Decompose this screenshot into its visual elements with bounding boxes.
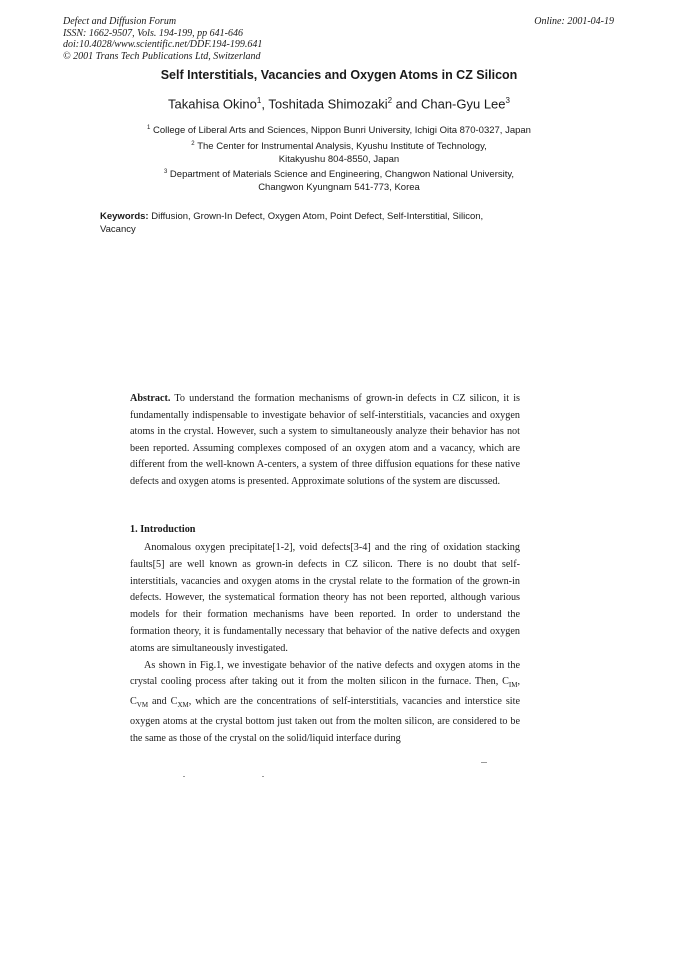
journal-header [63,16,262,62]
keywords-label: Keywords: [100,211,149,222]
introduction-body [130,540,520,748]
journal-issn: ISSN: 1662-9507, Vols. 194-199, pp 641-646 [63,27,243,39]
author-sep: , [261,96,269,112]
author-sep: and [392,96,421,112]
paragraph: Anomalous oxygen precipitate[1-2], void defects[3-4] and the ring of oxidation stacking faults[5] are well known as grown-in defects in CZ silicon. There is no doubt that self-interstitials, vacancies and oxygen atoms in the crystal relate to the formation of the grown-in defects. However, the systematical formation theory has not been reported, although various models for their formation mechanisms have been reported. In order to understand the formation theory, it is fundamentally necessary that behavior of the native defects and oxygen atoms are simultaneously investigated. [130,542,520,654]
affiliation-1 [0,122,678,138]
author-sup: 2 [387,96,393,105]
author-sup: 3 [505,96,510,105]
author-name: Takahisa Okino [168,96,257,112]
scan-speck [481,762,487,763]
scan-speck [183,776,185,777]
journal-doi: doi:10.4028/www.scientific.net/DDF.194-199.641 [63,39,263,50]
affiliation-2 [0,138,678,166]
paragraph: As shown in Fig.1, we investigate behavior of the native defects and oxygen atoms in the crystal cooling process after taking out it from the molten silicon in the furnace. Then, $C_{IM}$, $C_{VM}$ and $C_{XM}$, which are the concentrations of self-interstitials, vacancies and interstice site oxygen atoms at the crystal bottom just taken out from the molten silicon, are considered to be the same as those of the crystal on the solid/liquid interface during [130,659,520,744]
affiliation-line: The Center for Instrumental Analysis, Kyushu Institute of Technology, [197,141,487,153]
keywords [100,211,520,236]
affiliation-sup: 3 [163,169,168,175]
journal-copyright: © 2001 Trans Tech Publications Ltd, Switzerland [63,50,261,62]
journal-name: Defect and Diffusion Forum [63,16,177,27]
author-name: Chan-Gyu Lee [420,96,506,112]
affiliation-line: Department of Materials Science and Engineering, Changwon National University, [169,169,515,181]
abstract-label: Abstract. [130,393,171,404]
affiliation-line: College of Liberal Arts and Sciences, Nippon Bunri University, Ichigi Oita 870-0327, Japan [153,125,531,137]
affiliation-3 [0,166,678,194]
abstract-text: To understand the formation mechanisms of grown-in defects in CZ silicon, it is fundamentally indispensable to investigate behavior of self-interstitials, vacancies and oxygen atoms in the crystal. However, such a system to simultaneously analyze their behavior has not been reported. Assuming complexes composed of an oxygen atom and a vacancy, which are different from the well-known A-centers, a system of three diffusion equations for these native defects and oxygen atoms is presented. Approximate solutions of the system are discussed. [130,393,520,487]
affiliation-line: Kitakyushu 804-8550, Japan [278,153,400,165]
section-heading: 1. Introduction [130,524,196,535]
paper-title: Self Interstitials, Vacancies and Oxygen Atoms in CZ Silicon [160,68,518,82]
keywords-text: Diffusion, Grown-In Defect, Oxygen Atom, Point Defect, Self-Interstitial, Silicon, Vacancy [100,211,484,235]
online-date: Online: 2001-04-19 [534,16,614,27]
affiliation-line: Changwon Kyungnam 541-773, Korea [258,181,420,193]
scan-speck [262,776,264,777]
affiliation-sup: 2 [191,141,195,147]
author-name: Toshitada Shimozaki [268,96,388,112]
author-list [0,96,678,111]
affiliation-sup: 1 [147,125,151,131]
abstract [130,391,520,491]
author-sup: 1 [256,96,262,105]
